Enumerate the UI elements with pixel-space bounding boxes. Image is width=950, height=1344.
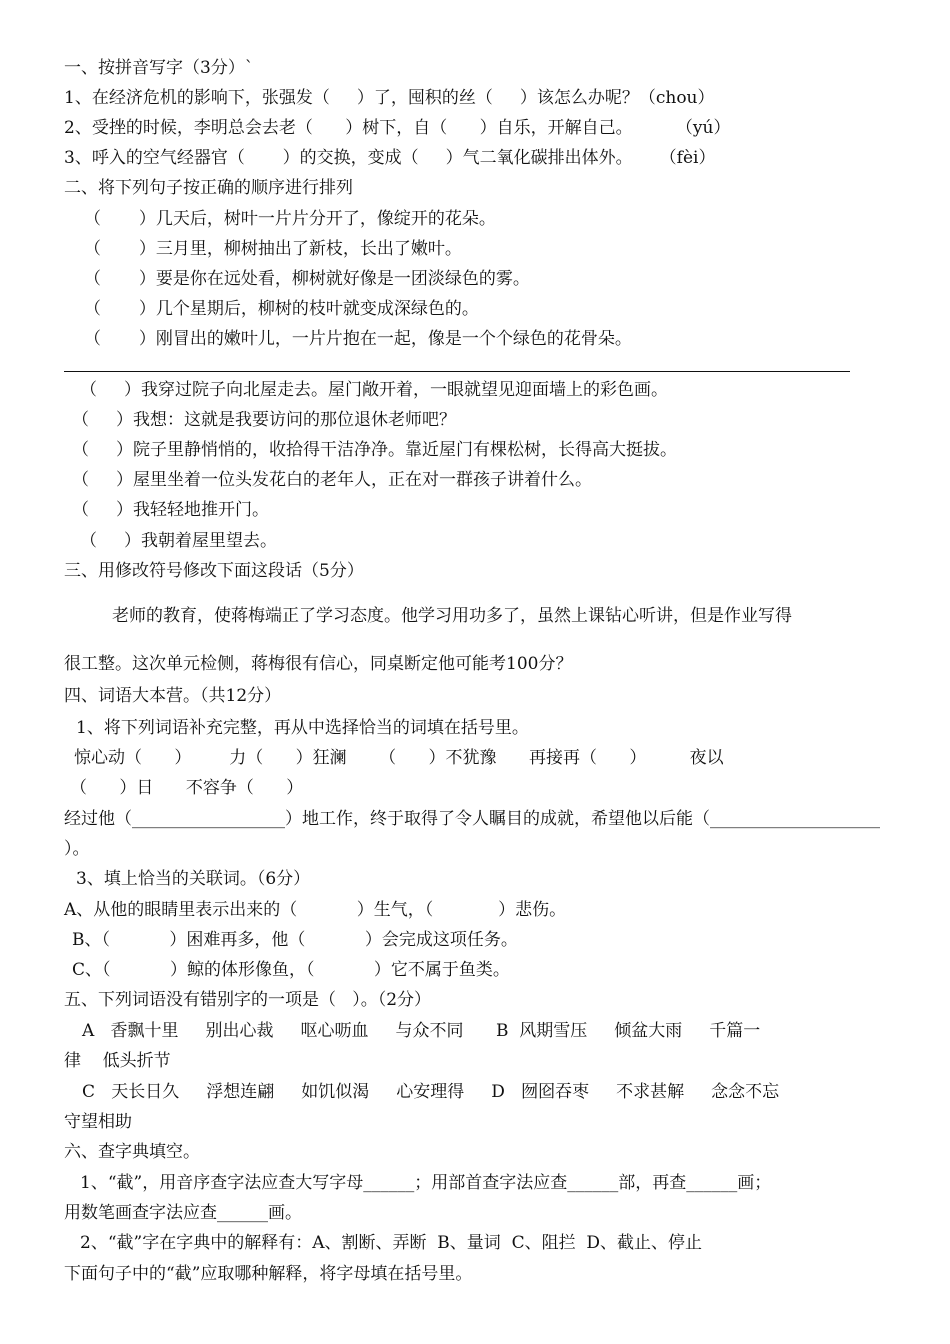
word-fill-line: 惊心动（ ） 力（ ）狂澜 （ ）不犹豫 再接再（ ） 夜以: [74, 748, 724, 768]
question: 1、在经济危机的影响下，张强发（ ）了，囤积的丝（ ）该怎么办呢？（chou）: [64, 88, 715, 108]
question: 1、将下列词语补充完整，再从中选择恰当的词填在括号里。: [76, 718, 529, 738]
sentence-item: （ ）几个星期后，柳树的枝叶就变成深绿色的。: [84, 299, 479, 319]
sentence-item: （ ）院子里静悄悄的，收拾得干洁净净。靠近屋门有棵松树，长得高大挺拔。: [72, 440, 678, 460]
divider-line: [64, 371, 850, 372]
sentence-item: （ ）屋里坐着一位头发花白的老年人，正在对一群孩子讲着什么。: [72, 470, 593, 490]
question: A、从他的眼睛里表示出来的（ ）生气，（ ）悲伤。: [64, 900, 567, 920]
section-title: 一、按拼音写字（3分）`: [64, 58, 254, 78]
question: 3、填上恰当的关联词。（6分）: [76, 869, 311, 889]
word-fill-line: （ ）日 不容争（ ）: [70, 778, 304, 798]
question: 用数笔画查字法应查______画。: [64, 1203, 302, 1223]
question: 1、“截”，用音序查字法应查大写字母______；用部首查字法应查______部，再查______画；: [80, 1173, 772, 1193]
sentence-item: （ ）几天后，树叶一片片分开了，像绽开的花朵。: [84, 209, 496, 229]
question: 2、“截”字在字典中的解释有：A、割断、弄断 B、量词 C、阻拦 D、截止、停止: [80, 1233, 703, 1253]
option-line: C 天长日久 浮想连翩 如饥似渴 心安理得 D 囫囵吞枣 不求甚解 念念不忘: [82, 1082, 780, 1102]
question: 2、受挫的时候，李明总会去老（ ）树下，自（ ）自乐，开解自己。 （yú）: [64, 118, 731, 138]
sentence-item: （ ）刚冒出的嫩叶儿，一片片抱在一起，像是一个个绿色的花骨朵。: [84, 329, 632, 349]
fill-blank-line: 经过他（__________________）地工作，终于取得了令人瞩目的成就，希望他以后能（____________________: [64, 809, 880, 829]
section-title: 三、用修改符号修改下面这段话（5分）: [64, 561, 364, 581]
sentence-item: （ ）三月里，柳树抽出了新枝，长出了嫩叶。: [84, 239, 462, 259]
section-title: 五、下列词语没有错别字的一项是（ ）。（2分）: [64, 990, 432, 1010]
section-title: 四、词语大本营。（共12分）: [64, 686, 282, 706]
question: B、（ ）困难再多，他（ ）会完成这项任务。: [72, 930, 518, 950]
option-line: 律 低头折节: [64, 1051, 171, 1071]
sentence-item: （ ）我想：这就是我要访问的那位退休老师吧？: [72, 410, 457, 430]
section-title: 六、查字典填空。: [64, 1142, 200, 1162]
sentence-item: （ ）我穿过院子向北屋走去。屋门敞开着，一眼就望见迎面墙上的彩色画。: [80, 380, 669, 400]
option-line: A 香飘十里 别出心裁 呕心呖血 与众不同 B 风期雪压 倾盆大雨 千篇一: [82, 1021, 761, 1041]
sentence-item: （ ）我朝着屋里望去。: [80, 531, 278, 551]
question: 3、呼入的空气经器官（ ）的交换，变成（ ）气二氧化碳排出体外。 （fèi）: [64, 148, 716, 168]
question: 下面句子中的“截”应取哪种解释，将字母填在括号里。: [64, 1264, 473, 1284]
sentence-item: （ ）要是你在远处看，柳树就好像是一团淡绿色的雾。: [84, 269, 530, 289]
section-title: 二、将下列句子按正确的顺序进行排列: [64, 178, 353, 198]
paragraph-line: 老师的教育，使蒋梅端正了学习态度。他学习用功多了，虽然上课钻心听讲，但是作业写得: [112, 606, 792, 626]
question: C、（ ）鲸的体形像鱼，（ ）它不属于鱼类。: [72, 960, 510, 980]
paragraph-line: 很工整。这次单元检侧，蒋梅很有信心，同桌断定他可能考100分？: [64, 654, 573, 674]
fill-blank-line: ）。: [64, 839, 90, 859]
sentence-item: （ ）我轻轻地推开门。: [72, 500, 270, 520]
option-line: 守望相助: [64, 1112, 132, 1132]
